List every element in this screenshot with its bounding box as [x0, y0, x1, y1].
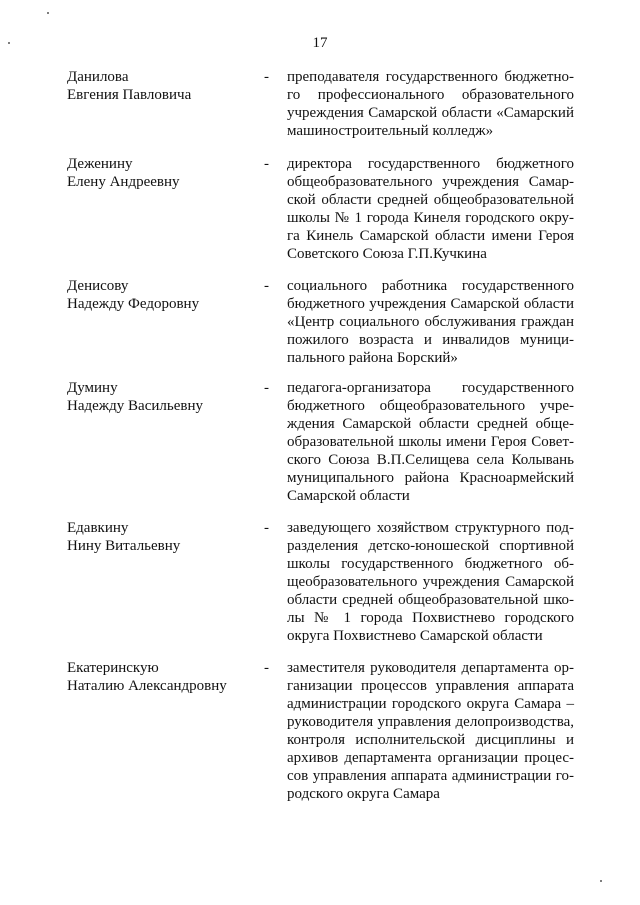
name-line: Едавкину [67, 520, 129, 536]
name-line: Елену Андреевну [67, 174, 180, 190]
name-line: Наталию Александровну [67, 678, 227, 694]
description-line: заместителя руководителя департамента ор- [287, 660, 574, 676]
description-line: педагога-организатора государственного [287, 380, 574, 396]
person-name [67, 519, 247, 555]
person-name [67, 155, 247, 191]
description-line: сов управления аппарата администрации го- [287, 768, 574, 784]
description-line: «Центр социального обслуживания граждан [287, 314, 574, 330]
separator-dash: - [264, 156, 269, 172]
description-line: га Кинель Самарской области имени Героя [287, 228, 574, 244]
name-line: Надежду Васильевну [67, 398, 203, 414]
description-line: муниципального района Красноармейский [287, 470, 574, 486]
description-line: преподавателя государственного бюджетно- [287, 69, 574, 85]
person-name [67, 68, 247, 104]
description-line: общеобразовательного учреждения Самар- [287, 174, 574, 190]
name-line: Данилова [67, 69, 129, 85]
description-line: социального работника государственного [287, 278, 574, 294]
position-description [287, 155, 574, 263]
name-line: Евгения Павловича [67, 87, 192, 103]
name-line: Нину Витальевну [67, 538, 181, 554]
description-line: ского Союза В.П.Селищева села Колывань [287, 452, 574, 468]
description-line: пального района Борский» [287, 350, 458, 366]
position-description [287, 68, 574, 140]
description-line: бюджетного общеобразовательного учре- [287, 398, 574, 414]
description-line: машиностроительный колледж» [287, 123, 494, 139]
description-line: заведующего хозяйством структурного под- [287, 520, 574, 536]
description-line: бюджетного учреждения Самарской области [287, 296, 574, 312]
description-line: Советского Союза Г.П.Кучкина [287, 246, 487, 262]
description-line: пожилого возраста и инвалидов муници- [287, 332, 574, 348]
name-line: Думину [67, 380, 118, 396]
description-line: ганизации процессов управления аппарата [287, 678, 574, 694]
person-name [67, 277, 247, 313]
description-line: го профессионального образовательного [287, 87, 574, 103]
description-line: округа Похвистнево Самарской области [287, 628, 543, 644]
description-line: учреждения Самарской области «Самарский [287, 105, 574, 121]
description-line: ской области средней общеобразовательной [287, 192, 574, 208]
separator-dash: - [264, 380, 269, 396]
position-description [287, 379, 574, 505]
description-line: руководителя управления делопроизводства, [287, 714, 574, 730]
person-name [67, 379, 247, 415]
name-line: Надежду Федоровну [67, 296, 200, 312]
scan-speck [600, 880, 602, 882]
separator-dash: - [264, 69, 269, 85]
description-line: разделения детско-юношеской спортивной [287, 538, 574, 554]
description-line: щеобразовательного учреждения Самарской [287, 574, 574, 590]
position-description [287, 659, 574, 803]
separator-dash: - [264, 660, 269, 676]
position-description [287, 277, 574, 367]
description-line: школы № 1 города Кинеля городского окру- [287, 210, 574, 226]
name-line: Екатеринскую [67, 660, 159, 676]
person-name [67, 659, 247, 695]
description-line: родского округа Самара [287, 786, 440, 802]
description-line: контроля исполнительской дисциплины и [287, 732, 574, 748]
description-line: лы № 1 города Похвистнево городского [287, 610, 574, 626]
description-line: образовательной школы имени Героя Совет- [287, 434, 574, 450]
name-line: Деженину [67, 156, 133, 172]
description-line: архивов департамента организации процес- [287, 750, 574, 766]
description-line: ждения Самарской области средней обще- [287, 416, 574, 432]
scan-speck [47, 12, 49, 14]
description-line: администрации городского округа Самара – [287, 696, 574, 712]
description-line: школы государственного бюджетного об- [287, 556, 574, 572]
separator-dash: - [264, 278, 269, 294]
description-line: директора государственного бюджетного [287, 156, 574, 172]
description-line: Самарской области [287, 488, 410, 504]
page-number: 17 [312, 35, 328, 51]
separator-dash: - [264, 520, 269, 536]
name-line: Денисову [67, 278, 129, 294]
position-description [287, 519, 574, 645]
description-line: области средней общеобразовательной шко- [287, 592, 574, 608]
